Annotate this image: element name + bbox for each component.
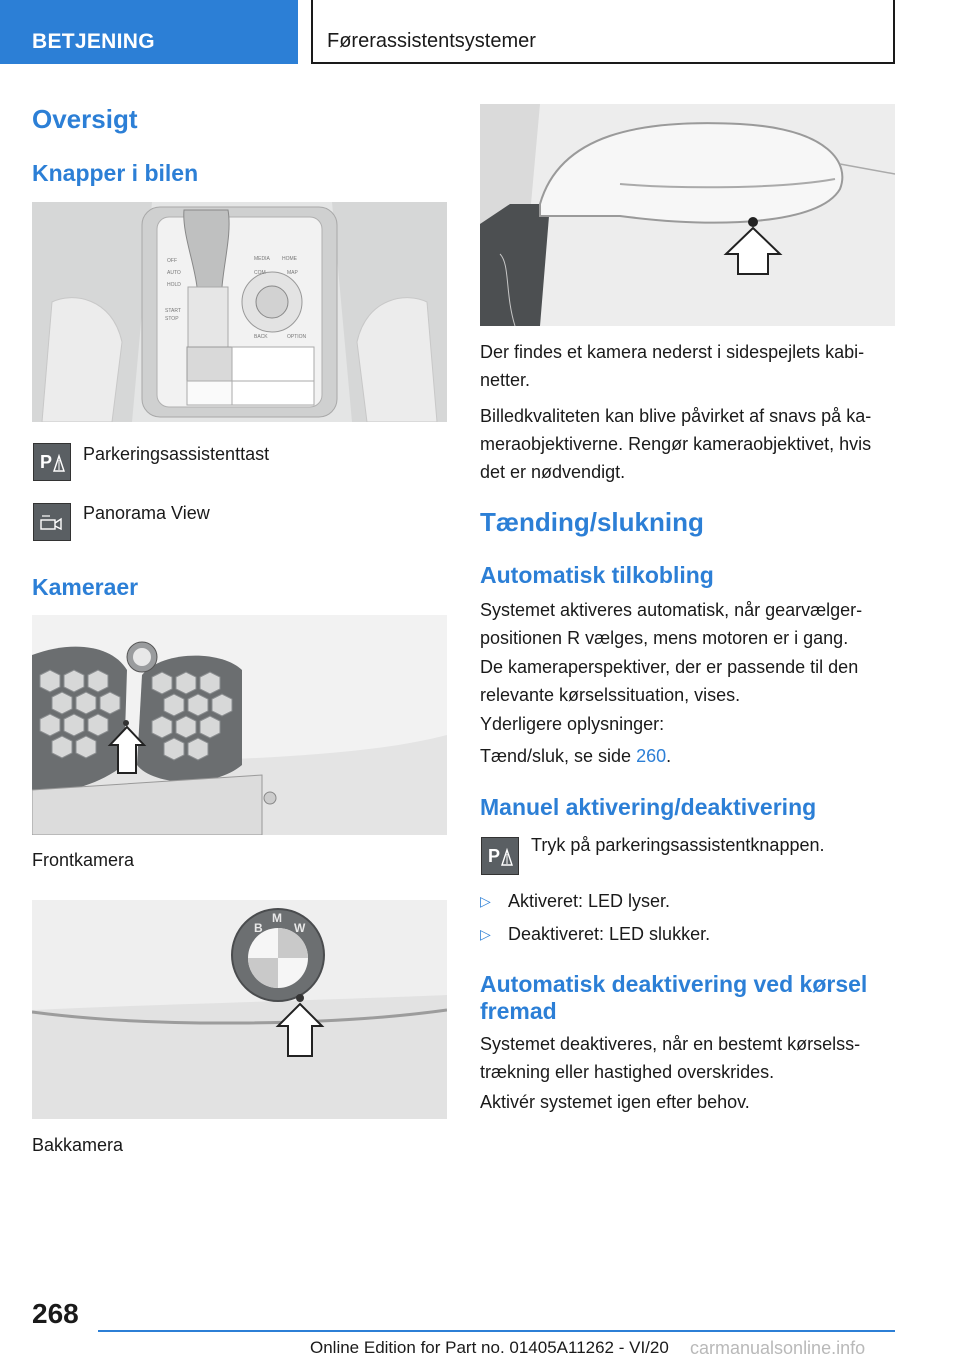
front-camera-image (32, 615, 447, 835)
panorama-view-icon (33, 503, 71, 541)
auto-paragraph (480, 596, 862, 652)
text-line: det er nødvendigt. (480, 462, 626, 482)
svg-text:MEDIA: MEDIA (254, 256, 270, 262)
text-line: Billedkvaliteten kan blive påvirket af snavs på ka- (480, 406, 872, 426)
svg-text:STOP: STOP (165, 316, 179, 322)
mirror-paragraph-1 (480, 338, 864, 394)
deactivation-paragraph (480, 1030, 860, 1086)
svg-text:M: M (272, 911, 282, 925)
button-label-panorama: Panorama View (83, 503, 210, 523)
svg-text:HOLD: HOLD (167, 282, 181, 288)
button-label-parking: Parkeringsassistenttast (83, 444, 270, 464)
text-line: Systemet aktiveres automatisk, når gearvælger- (480, 600, 863, 620)
front-camera-caption: Frontkamera (32, 850, 135, 870)
more-info-label: Yderligere oplysninger: (480, 714, 665, 734)
text-line: positionen R vælges, mens motoren er i gang. (480, 628, 849, 648)
chapter-title: Førerassistentsystemer (327, 30, 536, 52)
svg-text:W: W (294, 921, 306, 935)
svg-text:HOME: HOME (282, 256, 297, 262)
chapter-header (311, 0, 895, 64)
page-title: Oversigt (32, 104, 138, 134)
reference-text: Tænd/sluk, se side (480, 746, 637, 766)
rear-camera-caption: Bakkamera (32, 1135, 124, 1155)
edition-text: Online Edition for Part no. 01405A11262 - VI/20 (310, 1338, 669, 1357)
heading-tanding: Tænding/slukning (480, 507, 704, 537)
parking-assist-icon (481, 837, 519, 875)
text-line: Systemet deaktiveres, når en bestemt kørselss- (480, 1034, 861, 1054)
triangle-bullet-icon: ▷ (480, 893, 491, 909)
heading-manual: Manuel aktivering/deaktivering (480, 794, 817, 820)
section-tab (0, 0, 298, 64)
bullet-text: Aktiveret: LED lyser. (508, 891, 671, 911)
list-item (480, 887, 880, 915)
page-reference (480, 742, 671, 770)
svg-text:OPTION: OPTION (287, 334, 307, 340)
page-link[interactable]: 260 (636, 746, 667, 766)
page-number: 268 (32, 1298, 79, 1329)
svg-text:B: B (254, 921, 263, 935)
svg-text:P: P (40, 452, 53, 472)
rear-camera-image (32, 900, 447, 1119)
perspective-paragraph (480, 653, 858, 709)
heading-auto-deactivation (480, 971, 867, 1025)
heading-line: Automatisk deaktivering ved kørsel (480, 971, 868, 997)
svg-text:BACK: BACK (254, 334, 268, 340)
svg-text:MAP: MAP (287, 270, 298, 276)
section-label: BETJENING (32, 30, 155, 53)
reference-end: . (666, 746, 672, 766)
svg-text:START: START (165, 308, 181, 314)
text-line: De kameraperspektiver, der er passende til den (480, 657, 859, 677)
subheading-cameras: Kameraer (32, 574, 139, 600)
subheading-buttons: Knapper i bilen (32, 160, 199, 186)
mirror-paragraph-2 (480, 402, 871, 486)
heading-auto-activation: Automatisk tilkobling (480, 562, 714, 588)
text-line: netter. (480, 370, 531, 390)
text-line: Der findes et kamera nederst i sidespejlets kabi- (480, 342, 865, 362)
parking-assist-icon (33, 443, 71, 481)
svg-text:P: P (488, 846, 501, 866)
reactivate-text: Aktivér systemet igen efter behov. (480, 1092, 750, 1112)
list-item (480, 920, 880, 948)
heading-line: fremad (480, 998, 557, 1024)
text-line: trækning eller hastighed overskrides. (480, 1062, 775, 1082)
console-image (32, 202, 447, 422)
bullet-text: Deaktiveret: LED slukker. (508, 924, 711, 944)
svg-text:AUTO: AUTO (167, 270, 181, 276)
svg-text:OFF: OFF (167, 258, 177, 264)
watermark: carmanualsonline.info (690, 1338, 866, 1358)
triangle-bullet-icon: ▷ (480, 926, 491, 942)
svg-text:COM: COM (254, 270, 266, 276)
text-line: relevante kørselssituation, vises. (480, 685, 741, 705)
manual-instruction: Tryk på parkeringsassistentknappen. (531, 835, 825, 855)
text-line: meraobjektiverne. Rengør kameraobjektivet, hvis (480, 434, 872, 454)
mirror-camera-image (480, 104, 895, 326)
footer-divider (98, 1330, 895, 1332)
